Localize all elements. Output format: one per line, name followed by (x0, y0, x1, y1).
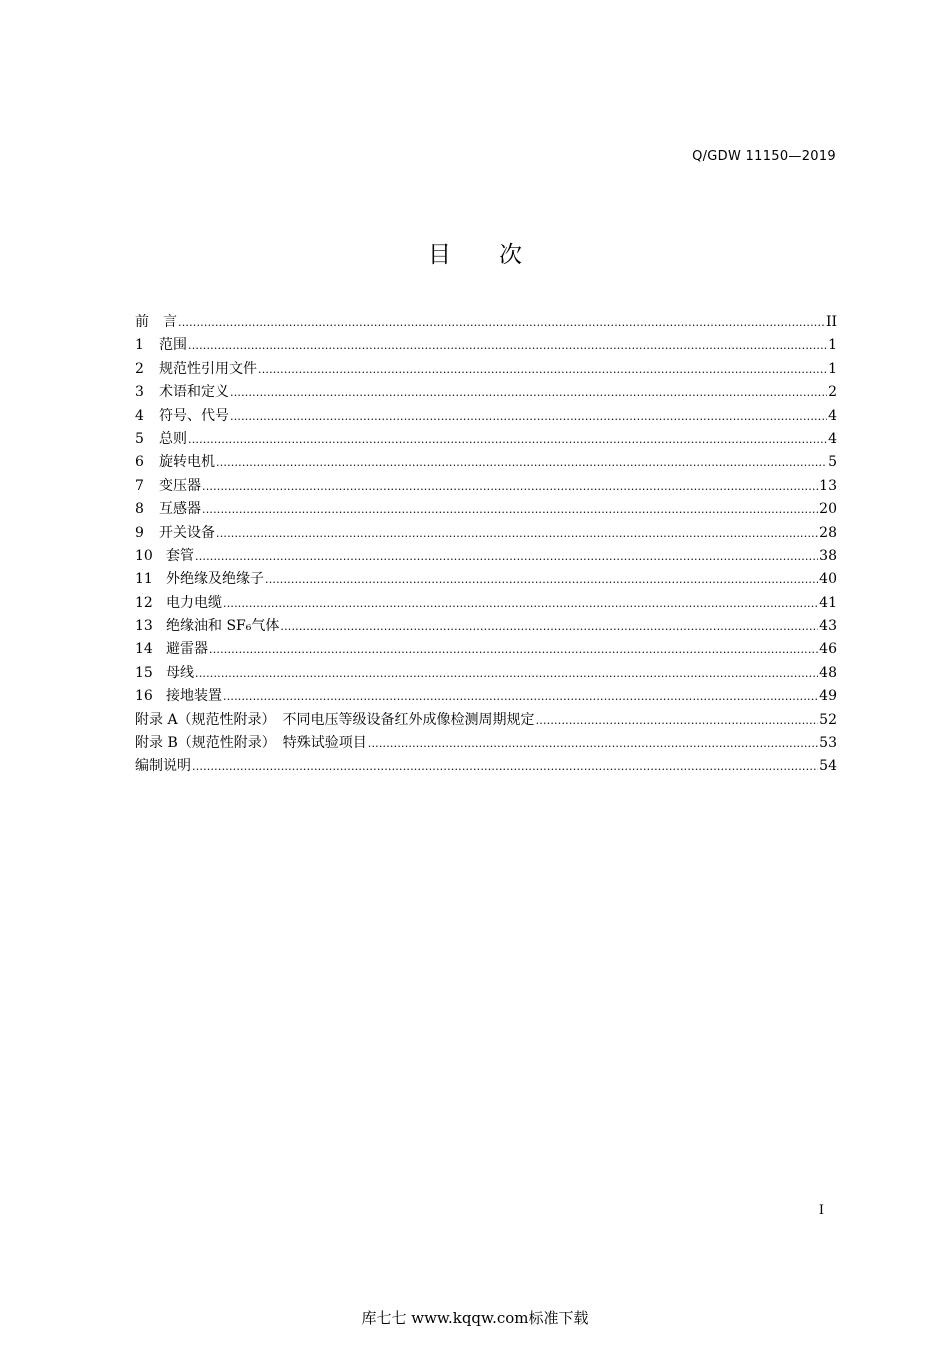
toc-dot-leader (188, 334, 827, 357)
toc-entry-page: 5 (828, 454, 837, 471)
toc-entry-title: 避雷器 (166, 641, 208, 658)
table-of-contents (135, 311, 837, 779)
toc-entry-number: 4 (135, 407, 144, 424)
toc-entry[interactable] (135, 428, 837, 451)
toc-entry-title: 范围 (159, 337, 187, 354)
toc-entry-page: 48 (819, 664, 837, 681)
toc-entry-number: 10 (135, 547, 153, 564)
toc-dot-leader (188, 428, 827, 451)
toc-entry-title: 前 言 (135, 314, 177, 330)
toc-entry-number: 11 (135, 571, 153, 588)
toc-title (0, 236, 950, 269)
toc-entry[interactable] (135, 732, 837, 755)
toc-entry-page: 38 (819, 547, 837, 564)
toc-entry[interactable] (135, 311, 837, 334)
toc-entry-number: 15 (135, 664, 153, 681)
toc-entry-page: 40 (819, 571, 837, 588)
toc-dot-leader (223, 685, 818, 708)
toc-entry-title: 互感器 (159, 501, 201, 518)
toc-entry[interactable] (135, 615, 837, 638)
toc-entry[interactable] (135, 451, 837, 474)
toc-dot-leader (209, 638, 818, 661)
toc-entry-number: 16 (135, 688, 153, 705)
toc-entry-page: 1 (828, 360, 837, 377)
toc-dot-leader (216, 522, 818, 545)
toc-entry-number: 1 (135, 337, 144, 354)
toc-entry-title: 套管 (166, 547, 194, 564)
toc-entry-page: 52 (819, 711, 837, 728)
toc-entry-title: 外绝缘及绝缘子 (166, 571, 264, 588)
toc-dot-leader (195, 545, 818, 568)
toc-entry-number: 6 (135, 454, 144, 471)
toc-entry-title: 符号、代号 (159, 407, 229, 424)
toc-entry-title: 旋转电机 (159, 454, 215, 471)
toc-entry-page: 49 (819, 688, 837, 705)
toc-entry[interactable] (135, 755, 837, 778)
page-number: I (818, 1203, 824, 1218)
toc-dot-leader (230, 381, 827, 404)
toc-entry-title: 规范性引用文件 (159, 360, 257, 377)
toc-entry-page: 41 (819, 594, 837, 611)
standard-code: Q/GDW 11150—2019 (692, 149, 836, 164)
toc-entry-page: 13 (819, 477, 837, 494)
toc-entry-title: 总则 (159, 430, 187, 447)
toc-entry-page: 28 (819, 524, 837, 541)
toc-dot-leader (192, 755, 818, 778)
toc-dot-leader (230, 405, 827, 428)
toc-entry-number: 14 (135, 641, 153, 658)
toc-entry-page: 4 (828, 407, 837, 424)
toc-entry-number: 12 (135, 594, 153, 611)
toc-dot-leader (265, 568, 818, 591)
toc-entry-page: 4 (828, 430, 837, 447)
toc-entry-page: 43 (819, 618, 837, 635)
toc-entry[interactable] (135, 545, 837, 568)
toc-dot-leader (216, 451, 827, 474)
toc-entry[interactable] (135, 522, 837, 545)
toc-dot-leader (258, 358, 827, 381)
toc-title-part-1: 目 (428, 242, 451, 268)
toc-entry-title: 附录 A（规范性附录） 不同电压等级设备红外成像检测周期规定 (135, 711, 535, 728)
toc-entry[interactable] (135, 685, 837, 708)
toc-entry[interactable] (135, 381, 837, 404)
toc-dot-leader (368, 732, 818, 755)
toc-entry-title: 附录 B（规范性附录） 特殊试验项目 (135, 735, 367, 752)
toc-entry[interactable] (135, 568, 837, 591)
toc-entry-number: 5 (135, 430, 144, 447)
toc-entry[interactable] (135, 358, 837, 381)
toc-dot-leader (178, 311, 825, 334)
toc-entry[interactable] (135, 662, 837, 685)
toc-entry-title: 编制说明 (135, 758, 191, 775)
toc-entry-title: 变压器 (159, 477, 201, 494)
toc-entry[interactable] (135, 475, 837, 498)
toc-entry-number: 8 (135, 501, 144, 518)
toc-entry[interactable] (135, 498, 837, 521)
toc-entry-number: 13 (135, 618, 153, 635)
toc-entry-number: 2 (135, 360, 144, 377)
toc-dot-leader (280, 615, 818, 638)
toc-entry-title: 母线 (166, 664, 194, 681)
toc-entry-page: 20 (819, 501, 837, 518)
toc-entry-title: 绝缘油和 SF₆气体 (166, 618, 280, 635)
toc-entry-page: 46 (819, 641, 837, 658)
toc-entry[interactable] (135, 709, 837, 732)
toc-entry[interactable] (135, 334, 837, 357)
footer-watermark: 库七七 www.kqqw.com标准下载 (361, 1309, 589, 1327)
toc-title-part-2: 次 (499, 242, 522, 268)
toc-entry-number: 3 (135, 384, 144, 401)
toc-entry-number: 9 (135, 524, 144, 541)
toc-entry[interactable] (135, 592, 837, 615)
toc-dot-leader (202, 498, 818, 521)
toc-entry-page: 1 (828, 337, 837, 354)
toc-entry-page: II (825, 314, 837, 330)
toc-entry-number: 7 (135, 477, 144, 494)
toc-entry[interactable] (135, 638, 837, 661)
toc-entry-title: 术语和定义 (159, 384, 229, 401)
toc-entry-title: 开关设备 (159, 524, 215, 541)
toc-dot-leader (536, 709, 819, 732)
toc-entry-page: 54 (819, 758, 837, 775)
toc-dot-leader (223, 592, 818, 615)
toc-dot-leader (195, 662, 818, 685)
toc-entry-page: 2 (828, 384, 837, 401)
toc-entry-title: 电力电缆 (166, 594, 222, 611)
toc-entry-page: 53 (819, 735, 837, 752)
toc-entry[interactable] (135, 405, 837, 428)
toc-entry-title: 接地装置 (166, 688, 222, 705)
toc-dot-leader (202, 475, 818, 498)
